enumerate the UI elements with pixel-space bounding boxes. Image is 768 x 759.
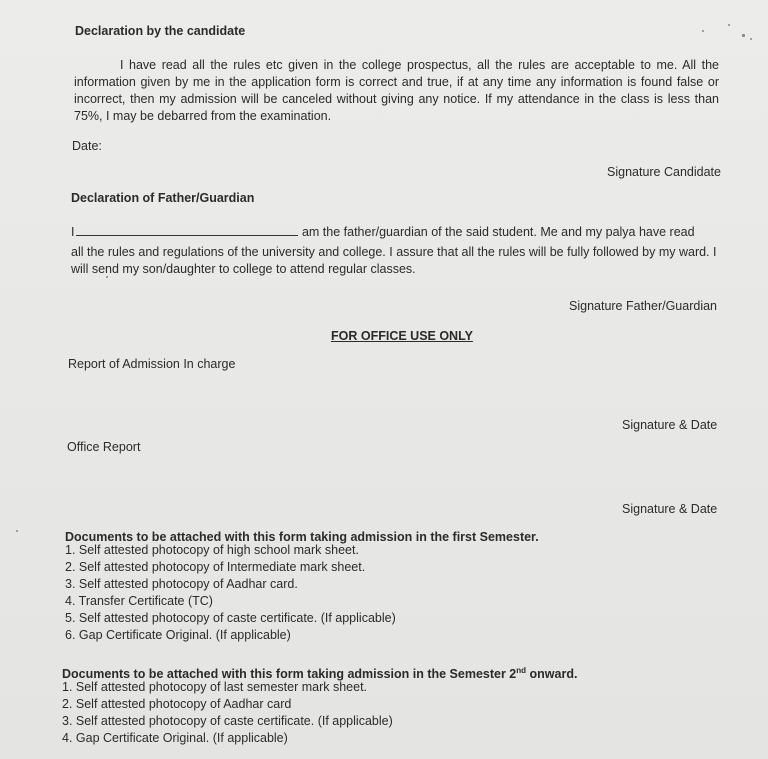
docs-second-semester-list	[62, 679, 393, 747]
paper-speck	[16, 530, 18, 532]
guardian-signature-label: Signature Father/Guardian	[569, 299, 718, 313]
list-item: 1. Self attested photocopy of high school mark sheet.	[65, 543, 359, 557]
paper-speck	[742, 34, 745, 37]
docs-second-heading-sup: nd	[516, 665, 527, 675]
docs-second-heading-tail: onward.	[526, 667, 578, 681]
docs-second-heading-text: Documents to be attached with this form taking admission in the Semester 2	[62, 667, 517, 681]
guardian-prefix: I	[71, 225, 75, 239]
candidate-date-label: Date:	[72, 139, 102, 153]
list-item: 2. Self attested photocopy of Intermediate mark sheet.	[65, 560, 366, 574]
candidate-signature-label: Signature Candidate	[607, 165, 721, 179]
office-use-heading: FOR OFFICE USE ONLY	[331, 329, 473, 343]
paper-speck	[106, 276, 108, 278]
list-item: 4. Transfer Certificate (TC)	[65, 594, 213, 608]
list-item: 2. Self attested photocopy of Aadhar card	[62, 697, 292, 711]
office-report-label: Office Report	[67, 440, 141, 454]
candidate-declaration-body: I have read all the rules etc given in the college prospectus, all the rules are acceptable to me. All the information given by me in the application form is correct and true, if at any time any information is found false or incorrect, then my admission will be canceled without giving any notice. If my attendance in the class is less than 75%, I may be debarred from the examination.	[74, 58, 719, 123]
guardian-name-blank	[76, 225, 298, 236]
office-signature-date-label: Signature & Date	[622, 502, 718, 516]
docs-first-semester-heading: Documents to be attached with this form taking admission in the first Semester.	[65, 530, 539, 544]
incharge-signature-date-label: Signature & Date	[622, 418, 718, 432]
docs-first-semester-list	[65, 542, 396, 644]
guardian-declaration-body: all the rules and regulations of the university and college. I assure that all the rules will be fully followed by my ward. I will send my son/daughter to college to attend regular classes.	[71, 245, 717, 276]
paper-speck	[750, 38, 752, 40]
guardian-declaration-line1	[71, 224, 721, 241]
paper-speck	[702, 30, 704, 32]
list-item: 5. Self attested photocopy of caste certificate. (If applicable)	[65, 611, 396, 625]
candidate-declaration-heading: Declaration by the candidate	[75, 24, 246, 38]
guardian-line1-text: am the father/guardian of the said student. Me and my palya have read	[301, 225, 695, 239]
list-item: 4. Gap Certificate Original. (If applicable)	[62, 731, 288, 745]
list-item: 3. Self attested photocopy of caste certificate. (If applicable)	[62, 714, 393, 728]
paper-speck	[728, 24, 730, 26]
list-item: 1. Self attested photocopy of last semester mark sheet.	[62, 680, 368, 694]
admission-incharge-report-label: Report of Admission In charge	[68, 357, 236, 371]
guardian-declaration-heading: Declaration of Father/Guardian	[71, 191, 255, 205]
list-item: 6. Gap Certificate Original. (If applicable)	[65, 628, 291, 642]
list-item: 3. Self attested photocopy of Aadhar card.	[65, 577, 298, 591]
